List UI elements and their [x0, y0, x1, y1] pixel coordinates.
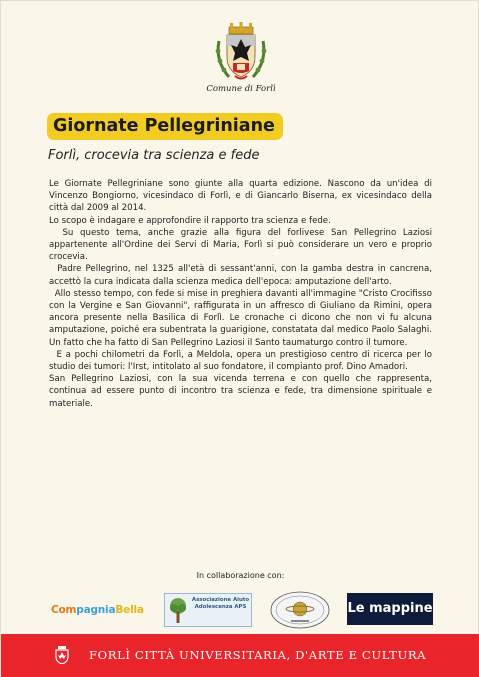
- compagnia-logo-part: Bella: [115, 604, 144, 616]
- compagnia-bella-logo: [51, 599, 147, 621]
- le-mappine-logo: Le mappine: [347, 593, 433, 625]
- paragraph-5: Allo stesso tempo, con fede si mise in preghiera davanti all'immagine "Cristo Crocifisso con la Vergine e San Giovanni", raffigurata in un affresco di Giuliano da Rimini, opera ancora presente nella Basilica di Forlì. Le cronache ci dicono che non vi fu alcuna amputazione, poiché era subentrata la guarigione, constatata dal medico Paolo Salaghi. Un fatto che ha fatto di San Pellegrino Laziosi il Santo taumaturgo contro il tumore.: [49, 288, 435, 348]
- paragraph-7: San Pellegrino Laziosi, con la sua vicenda terrena e con quello che rappresenta, continua ad essere punto di incontro tra scienza e fede, tra dimensione spirituale e materiale.: [49, 374, 432, 409]
- compagnia-logo-part: pagnia: [76, 604, 116, 616]
- crest-logo: [206, 21, 276, 83]
- circular-seal-logo-icon: [269, 590, 331, 630]
- city-crest-icon: [55, 646, 69, 664]
- aiuto-adolescenza-logo: [164, 593, 252, 627]
- page-title: Giornate Pellegriniane: [47, 113, 283, 140]
- aiuto-logo-text: Associazione Aiuto Adolescenza APS: [191, 597, 250, 610]
- paragraph-2: Lo scopo è indagare e approfondire il rapporto tra scienza e fede.: [49, 215, 331, 226]
- paragraph-3: Su questo tema, anche grazie alla figura del forlivese San Pellegrino Laziosi appartenente all'Ordine dei Servi di Maria, Forlì si può considerare un vero e proprio crocevia.: [49, 227, 435, 263]
- footer-slogan: FORLÌ CITTÀ UNIVERSITARIA, D'ARTE E CULTURA: [89, 648, 427, 662]
- tree-icon: [168, 597, 188, 624]
- paragraph-4: Padre Pellegrino, nel 1325 all'età di sessant'anni, con la gamba destra in cancrena, accettò la cura indicata dalla scienza medica dell'epoca: amputazione dell'arto.: [49, 264, 435, 287]
- crest-label: Comune di Forlì: [206, 84, 276, 94]
- body-text: [49, 178, 435, 410]
- footer-band: [1, 634, 479, 677]
- paragraph-1: Le Giornate Pellegriniane sono giunte alla quarta edizione. Nascono da un'idea di Vincenzo Bongiorno, vicesindaco di Forlì, e di Giancarlo Biserna, ex vicesindaco della città dal 2009 al 2014.: [49, 179, 432, 214]
- compagnia-logo-part: Com: [51, 604, 77, 616]
- paragraph-6: E a pochi chilometri da Forlì, a Meldola, opera un prestigioso centro di ricerca per lo studio dei tumori: l'Irst, intitolato al suo fondatore, il compianto prof. Dino Amadori.: [49, 349, 435, 373]
- collaboration-label: In collaborazione con:: [196, 571, 285, 580]
- comune-di-forli-crest-icon: [211, 21, 271, 83]
- page-subtitle: Forlì, crocevia tra scienza e fede: [48, 148, 260, 163]
